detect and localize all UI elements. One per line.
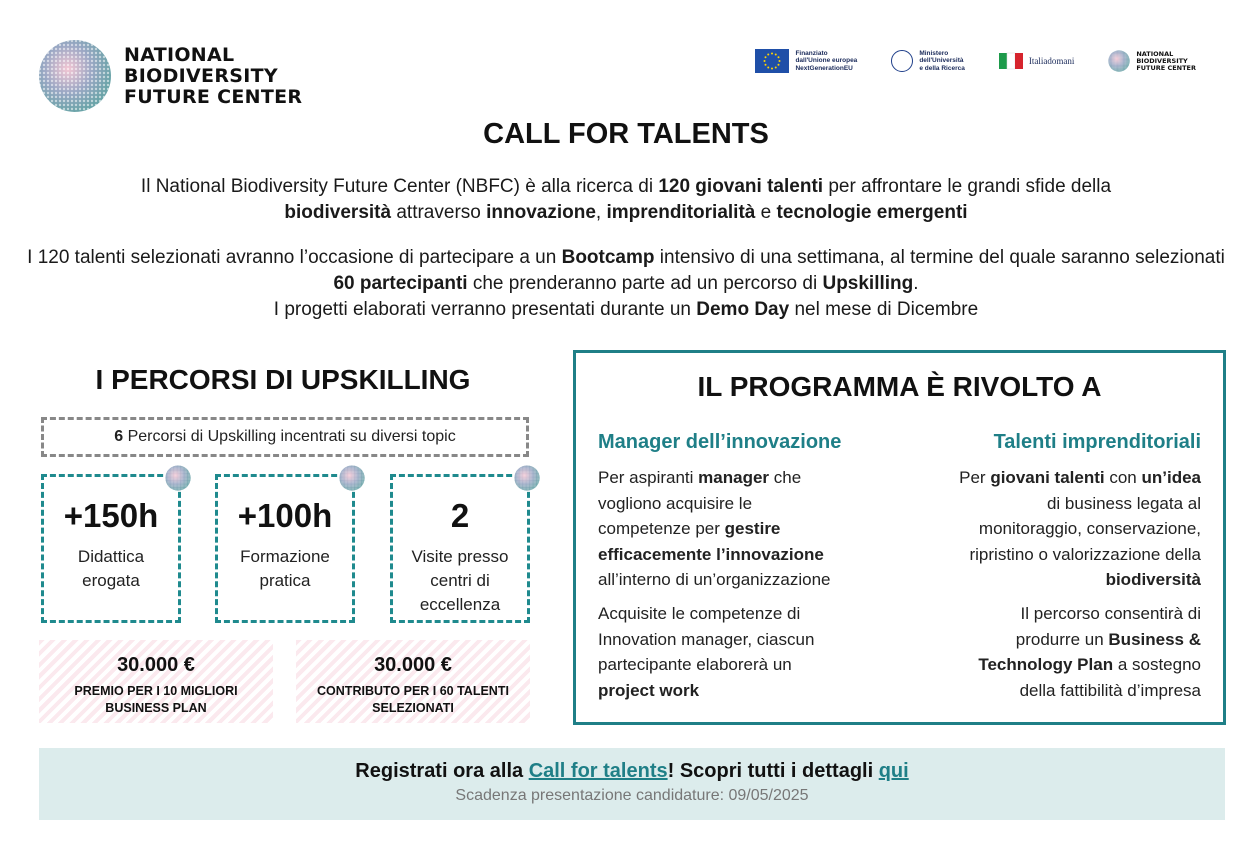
talenti-paragraph-1: Per giovani talenti con un’idea di business legata al monitoraggio, conservazione, ripristino o valorizzazione della biodiversità — [959, 468, 1201, 589]
logo-line-3: FUTURE CENTER — [124, 85, 303, 108]
manager-paragraph-2: Acquisite le competenze di Innovation manager, ciascun partecipante elaborerà un project work — [598, 604, 815, 700]
mur-text-2: dell'Università — [919, 57, 964, 65]
stat-card-visite — [390, 474, 530, 623]
topics-box — [41, 417, 529, 457]
stat-label: erogata — [82, 571, 140, 590]
topics-text: Percorsi di Upskilling incentrati su diversi topic — [123, 428, 456, 445]
prize-amount: 30.000 € — [374, 654, 452, 676]
call-for-talents-link[interactable]: Call for talents — [528, 760, 668, 782]
italia-flag-icon — [999, 51, 1023, 71]
nbfc-small-1: NATIONAL — [1136, 49, 1174, 58]
mur-seal-icon — [891, 50, 913, 72]
logo-line-1: NATIONAL — [124, 43, 235, 66]
nbfc-small-3: FUTURE CENTER — [1136, 63, 1196, 72]
prize-desc: CONTRIBUTO PER I 60 TALENTI — [317, 684, 509, 698]
manager-heading: Manager dell’innovazione — [598, 431, 842, 453]
prize-desc: SELEZIONATI — [372, 701, 454, 715]
intro-paragraph-1: Il National Biodiversity Future Center (NBFC) è alla ricerca di 120 giovani talenti per affrontare le grandi sfide della biodiversità attraverso innovazione, imprenditorialità e tecnologie emergenti — [140, 176, 1112, 223]
italiadomani-partner — [999, 51, 1074, 71]
nbfc-logo — [38, 38, 328, 114]
eu-text-3: NextGenerationEU — [795, 64, 853, 72]
stat-label: Visite presso — [411, 547, 509, 566]
stat-label: eccellenza — [419, 595, 501, 614]
prize-card-business-plan — [39, 640, 273, 723]
prize-card-contributo — [296, 640, 530, 723]
sphere-badge-icon — [165, 465, 191, 491]
sphere-small-icon — [1108, 50, 1130, 72]
italiadomani-text: Italiadomani — [1028, 56, 1075, 66]
sphere-badge-icon — [339, 465, 365, 491]
footer-banner — [39, 748, 1225, 820]
sphere-badge-icon — [514, 465, 540, 491]
prize-desc: PREMIO PER I 10 MIGLIORI — [74, 684, 238, 698]
stat-value: +150h — [63, 497, 159, 534]
sphere-logo-icon — [38, 39, 112, 113]
nbfc-small-2: BIODIVERSITY — [1136, 56, 1188, 65]
talenti-paragraph-2: Il percorso consentirà di produrre un Business & Technology Plan a sostegno della fattibilità d’impresa — [978, 604, 1201, 700]
stat-label: Didattica — [77, 547, 145, 566]
stat-card-didattica — [41, 474, 181, 623]
manager-paragraph-1: Per aspiranti manager che vogliono acquisire le competenze per gestire efficacemente l’innovazione all’interno di un’organizzazione — [598, 468, 831, 589]
prize-desc: BUSINESS PLAN — [105, 701, 207, 715]
program-title: IL PROGRAMMA È RIVOLTO A — [697, 371, 1102, 402]
logo-wordmark — [124, 45, 302, 108]
program-box — [573, 350, 1226, 725]
mur-text-3: e della Ricerca — [919, 64, 965, 72]
topics-count: 6 — [114, 428, 124, 445]
eu-flag-icon — [755, 49, 789, 73]
stat-value: 2 — [450, 497, 470, 534]
details-link[interactable]: qui — [878, 760, 909, 782]
stat-value: +100h — [237, 497, 333, 534]
page-title: CALL FOR TALENTS — [483, 118, 769, 150]
prize-amount: 30.000 € — [117, 654, 195, 676]
talenti-heading: Talenti imprenditoriali — [993, 431, 1201, 453]
mur-text-1: Ministero — [919, 49, 949, 57]
intro-paragraph-2: I 120 talenti selezionati avranno l’occasione di partecipare a un Bootcamp intensivo di una settimana, al termine del quale saranno selezionati 60 partecipanti che prenderanno parte ad un percorso di Upskilling. I progetti elaborati verranno presentati durante un Demo Day nel mese di Dicembre — [27, 247, 1225, 320]
stat-label: pratica — [259, 571, 311, 590]
eu-text-2: dall'Unione europea — [795, 57, 858, 65]
upskilling-title: I PERCORSI DI UPSKILLING — [95, 364, 471, 395]
logo-line-2: BIODIVERSITY — [124, 64, 278, 87]
eu-text-1: Finanziato — [795, 49, 828, 57]
deadline-text: Scadenza presentazione candidature: 09/05/2025 — [455, 787, 809, 804]
stat-card-formazione — [215, 474, 355, 623]
eu-partner — [755, 49, 857, 73]
footer-cta: Registrati ora alla Call for talents! Scopri tutti i dettagli qui — [355, 760, 909, 782]
nbfc-partner — [1108, 50, 1196, 72]
mur-partner — [891, 50, 965, 73]
stat-label: centri di — [430, 571, 490, 590]
partner-logos — [755, 44, 1196, 78]
stat-label: Formazione — [240, 547, 330, 566]
